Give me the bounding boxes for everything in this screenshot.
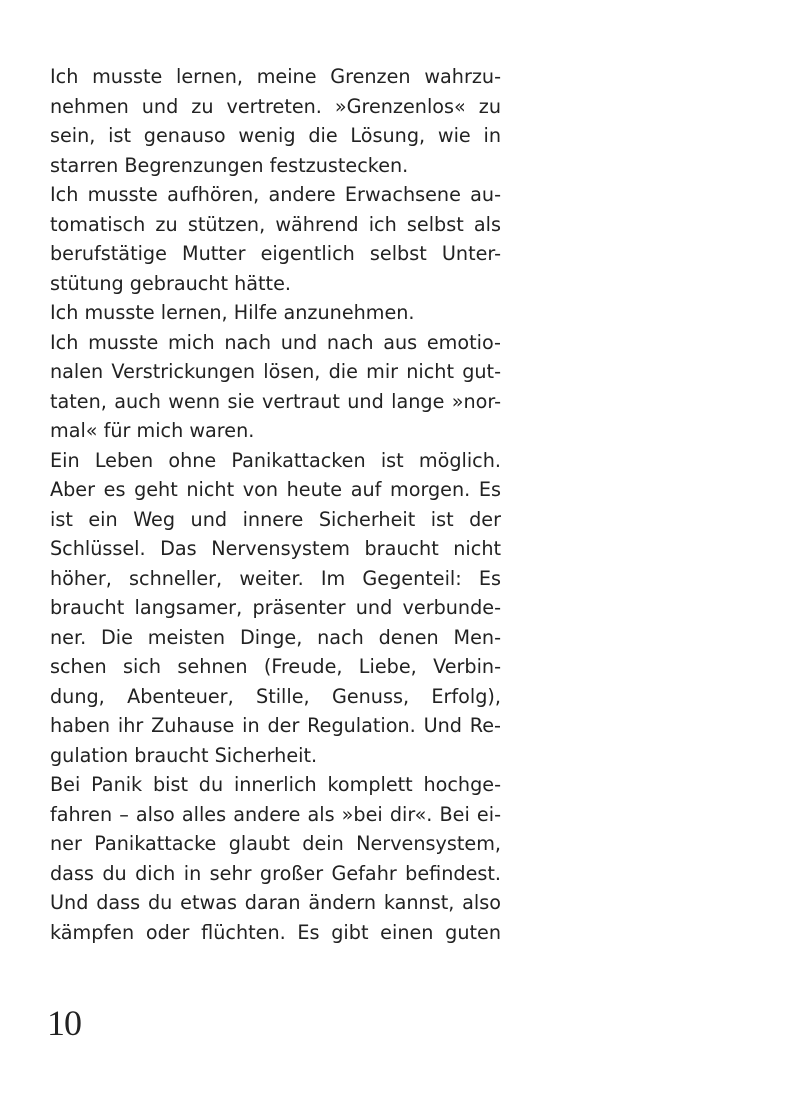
text-line: dung, Abenteuer, Stille, Genuss, Erfolg),	[50, 684, 501, 708]
paragraph	[50, 328, 501, 446]
text-line: kämpfen oder flüchten. Es gibt einen guten	[50, 920, 501, 944]
paragraph	[50, 298, 501, 328]
text-line: Schlüssel. Das Nervensystem braucht nicht	[50, 537, 501, 560]
text-line: haben ihr Zuhause in der Regulation. Und Re-	[50, 714, 501, 737]
text-line: ner. Die meisten Dinge, nach denen Men-	[50, 625, 501, 649]
body-text	[50, 62, 501, 947]
text-line: ist ein Weg und innere Sicherheit ist der	[50, 507, 501, 531]
text-line: braucht langsamer, präsenter und verbunde-	[50, 596, 501, 619]
text-line: sein, ist genauso wenig die Lösung, wie in	[50, 124, 501, 147]
text-line: taten, auch wenn sie vertraut und lange »nor-	[50, 389, 501, 413]
text-line: Ich musste aufhören, andere Erwachsene au-	[50, 183, 501, 206]
text-line: dass du dich in sehr großer Gefahr befindest.	[50, 861, 501, 885]
text-line: ner Panikattacke glaubt dein Nervensystem,	[50, 832, 501, 855]
text-line: Ich musste lernen, Hilfe anzunehmen.	[50, 301, 415, 324]
text-line: höher, schneller, weiter. Im Gegenteil: Es	[50, 566, 501, 590]
text-line: Ich musste lernen, meine Grenzen wahrzu-	[50, 65, 501, 88]
text-line: Bei Panik bist du innerlich komplett hochge-	[50, 773, 501, 796]
paragraph	[50, 180, 501, 298]
text-line: Ich musste mich nach und nach aus emotio-	[50, 330, 501, 354]
text-line: stütung gebraucht hätte.	[50, 271, 291, 295]
text-line: Und dass du etwas daran ändern kannst, also	[50, 891, 501, 914]
text-line: mal« für mich waren.	[50, 419, 255, 442]
paragraph	[50, 446, 501, 771]
text-line: fahren – also alles andere als »bei dir«. Bei ei-	[50, 802, 501, 826]
text-line: tomatisch zu stützen, während ich selbst als	[50, 212, 501, 236]
text-line: gulation braucht Sicherheit.	[50, 743, 318, 767]
text-line: Ein Leben ohne Panikattacken ist möglich.	[50, 448, 501, 472]
text-line: nalen Verstrickungen lösen, die mir nicht gut-	[50, 360, 501, 383]
text-line: schen sich sehnen (Freude, Liebe, Verbin-	[50, 655, 501, 678]
text-line: nehmen und zu vertreten. »Grenzenlos« zu	[50, 94, 501, 118]
paragraph	[50, 62, 501, 180]
paragraph	[50, 770, 501, 947]
text-line: berufstätige Mutter eigentlich selbst Unter-	[50, 242, 501, 265]
page-number: 10	[47, 1003, 81, 1043]
text-line: Aber es geht nicht von heute auf morgen. Es	[50, 478, 501, 501]
text-line: starren Begrenzungen festzustecken.	[50, 153, 409, 177]
